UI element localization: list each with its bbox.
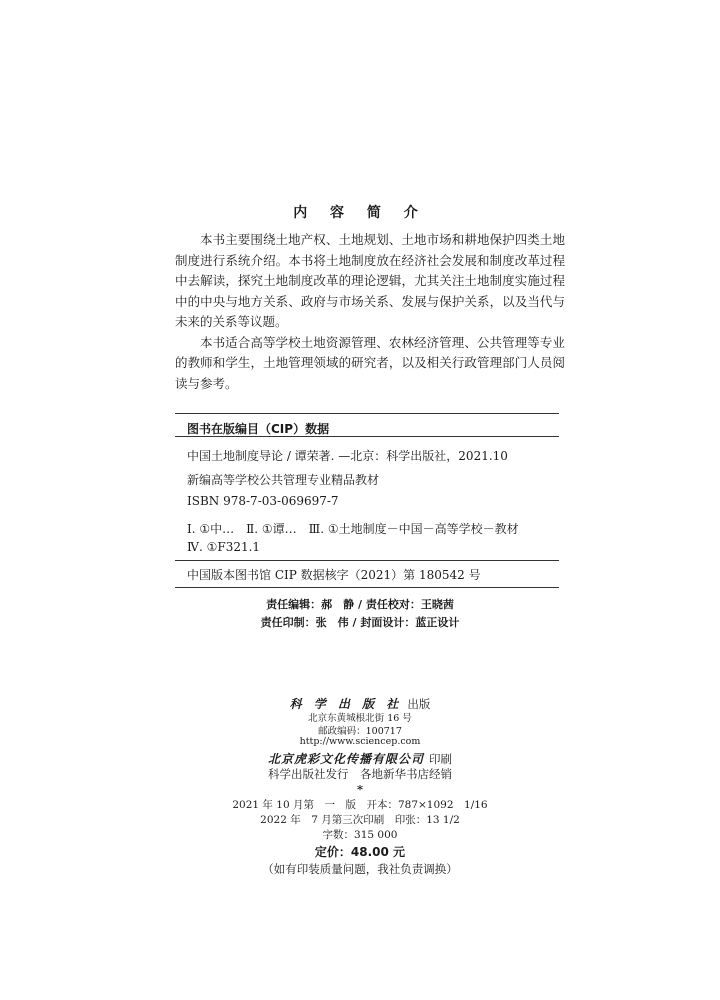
star-separator: * (356, 782, 363, 796)
edition-line-1: 2021 年 10 月第 一 版 开本：787×1092 1/16 (232, 799, 488, 811)
cip-line-record: 中国版本图书馆 CIP 数据核字（2021）第 180542 号 (187, 568, 481, 582)
publisher-address: 北京东黄城根北街 16 号 (308, 713, 412, 724)
printer-suffix: 印刷 (429, 752, 453, 766)
publisher-url: http://www.sciencep.com (299, 736, 421, 747)
responsibility-line-2: 责任印制：张 伟 / 封面设计：蓝正设计 (260, 616, 460, 629)
intro-body (175, 230, 565, 394)
cip-heading-rule (175, 436, 559, 437)
cip-heading: 图书在版编目（CIP）数据 (187, 422, 330, 436)
intro-title: 内 容 简 介 (293, 205, 427, 221)
edition-line-2: 2022 年 7 月第三次印刷 印张：13 1/2 (260, 814, 460, 826)
intro-paragraph-2: 本书适合高等学校土地资源管理、农林经济管理、公共管理等专业的教师和学生，土地管理领域的研究者，以及相关行政管理部门人员阅读与参考。 (175, 334, 565, 391)
publisher-suffix: 出版 (407, 697, 431, 711)
printer-name: 北京虎彩文化传播有限公司 (267, 752, 424, 766)
price: 定价：48.00 元 (314, 845, 406, 859)
cip-line-isbn: ISBN 978-7-03-069697-7 (187, 494, 339, 508)
cip-line-classification-cont: Ⅳ. ①F321.1 (187, 540, 261, 554)
cip-mid-rule (175, 560, 559, 561)
cip-line-title: 中国土地制度导论 / 谭荣著. —北京：科学出版社，2021.10 (187, 449, 508, 463)
publisher-name: 科 学 出 版 社 (289, 697, 403, 711)
responsibility-line-1: 责任编辑：郝 静 / 责任校对：王晓茜 (266, 598, 454, 611)
printer-line (0, 748, 720, 767)
cip-line-series: 新编高等学校公共管理专业精品教材 (187, 473, 380, 487)
cip-bottom-rule (175, 587, 559, 588)
publisher-postcode: 邮政编码：100717 (318, 726, 402, 737)
intro-paragraph-1: 本书主要围绕土地产权、土地规划、土地市场和耕地保护四类土地制度进行系统介绍。本书将土地制度放在经济社会发展和制度改革过程中去解读，探究土地制度改革的理论逻辑，尤其关注土地制度实施过程中的中央与地方关系、政府与市场关系、发展与保护关系，以及当代与未来的关系等议题。 (175, 232, 565, 329)
distribution-line: 科学出版社发行 各地新华书店经销 (268, 767, 452, 781)
word-count: 字数：315 000 (322, 829, 398, 841)
cip-line-classification: Ⅰ. ①中… Ⅱ. ①谭… Ⅲ. ①土地制度－中国－高等学校－教材 (187, 522, 519, 536)
cip-top-rule (175, 413, 559, 414)
quality-notice: （如有印装质量问题，我社负责调换） (262, 862, 458, 876)
